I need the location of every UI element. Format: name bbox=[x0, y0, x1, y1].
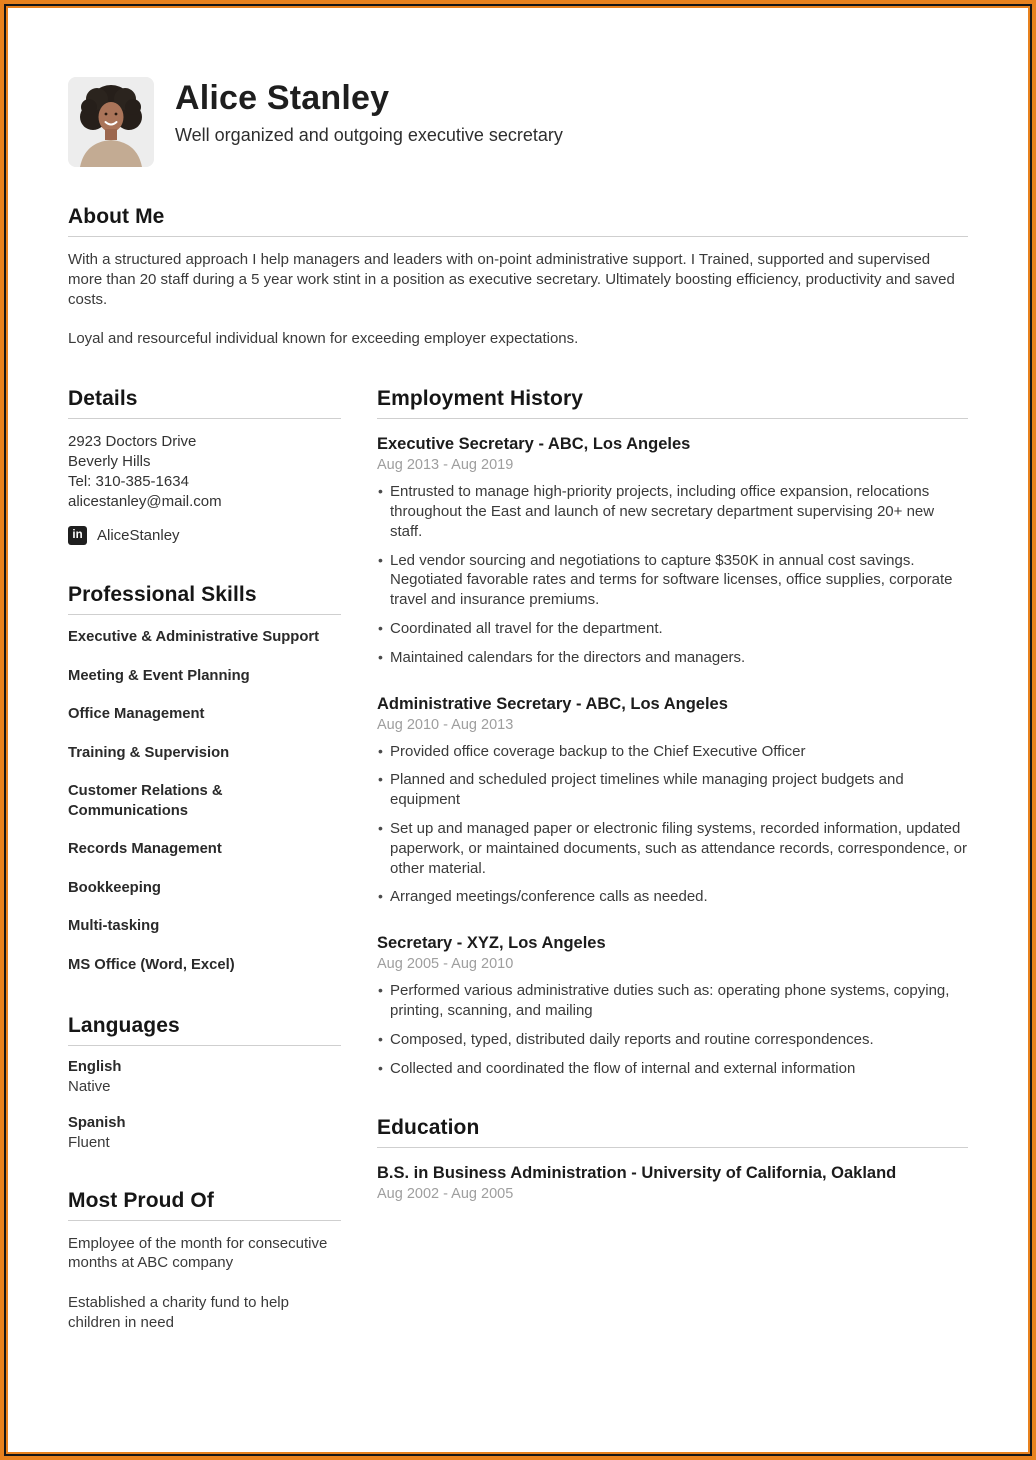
linkedin-icon: in bbox=[68, 526, 87, 545]
about-paragraph-1: With a structured approach I help managers and leaders with on-point administrative support. I Trained, supported and supervised more than 20 staff during a 5 year work stint in a position as executive secretary. Ultimately boosting efficiency, productivity and saved costs. bbox=[68, 251, 955, 308]
skill-item: Records Management bbox=[68, 841, 222, 858]
employment-heading: Employment History bbox=[377, 387, 968, 419]
section-about-me bbox=[68, 205, 968, 349]
profile-photo bbox=[68, 77, 154, 167]
job-bullet: • Performed various administrative duties such as: operating phone systems, copying, printing, scanning, and mailing bbox=[377, 981, 968, 1021]
proud-item: Employee of the month for consecutive months at ABC company bbox=[68, 1234, 328, 1272]
job-entry bbox=[377, 934, 968, 1078]
profile-photo-image bbox=[68, 77, 154, 167]
header-text bbox=[175, 77, 563, 146]
section-languages bbox=[68, 1014, 341, 1151]
language-name: English bbox=[68, 1058, 122, 1075]
phone-number: Tel: 310-385-1634 bbox=[68, 473, 189, 491]
candidate-name: Alice Stanley bbox=[175, 79, 390, 117]
section-professional-skills bbox=[68, 583, 341, 975]
address-city: Beverly Hills bbox=[68, 453, 151, 471]
resume-page bbox=[6, 6, 1030, 1454]
proud-heading: Most Proud Of bbox=[68, 1189, 341, 1221]
skill-item: MS Office (Word, Excel) bbox=[68, 956, 235, 973]
skill-item: Multi-tasking bbox=[68, 918, 160, 935]
job-bullet: • Provided office coverage backup to the Chief Executive Officer bbox=[377, 742, 968, 762]
job-bullet: • Entrusted to manage high-priority projects, including office expansion, relocations throughout the East and launch of new secretary department supervising 20+ new staff. bbox=[377, 482, 968, 541]
language-name: Spanish bbox=[68, 1114, 126, 1131]
skill-item: Meeting & Event Planning bbox=[68, 667, 250, 684]
job-title: Administrative Secretary - ABC, Los Angeles bbox=[377, 694, 728, 713]
address-street: 2923 Doctors Drive bbox=[68, 433, 197, 451]
job-bullet: • Planned and scheduled project timelines while managing project budgets and equipment bbox=[377, 770, 968, 810]
job-title: Executive Secretary - ABC, Los Angeles bbox=[377, 435, 691, 454]
right-column bbox=[377, 387, 968, 1371]
section-education bbox=[377, 1116, 968, 1202]
job-entry bbox=[377, 435, 968, 667]
job-bullet: • Led vendor sourcing and negotiations to capture $350K in annual cost savings. Negotiated favorable rates and terms for software licenses, office supplies, corporate travel and insurance premiums. bbox=[377, 551, 968, 610]
email-address: alicestanley@mail.com bbox=[68, 493, 222, 511]
language-item bbox=[68, 1115, 341, 1151]
candidate-tagline: Well organized and outgoing executive secretary bbox=[175, 125, 563, 146]
resume-header bbox=[68, 77, 968, 167]
left-column bbox=[68, 387, 341, 1371]
details-heading: Details bbox=[68, 387, 341, 419]
job-bullet-list bbox=[377, 482, 968, 667]
job-dates: Aug 2010 - Aug 2013 bbox=[377, 716, 514, 733]
skill-item: Training & Supervision bbox=[68, 744, 230, 761]
section-most-proud-of bbox=[68, 1189, 341, 1333]
about-paragraph-2: Loyal and resourceful individual known for exceeding employer expectations. bbox=[68, 330, 579, 348]
job-bullet: • Composed, typed, distributed daily reports and routine correspondences. bbox=[377, 1030, 968, 1050]
job-bullet-list bbox=[377, 742, 968, 908]
language-level: Fluent bbox=[68, 1133, 110, 1151]
job-bullet: • Arranged meetings/conference calls as needed. bbox=[377, 887, 968, 907]
job-title: Secretary - XYZ, Los Angeles bbox=[377, 934, 606, 953]
section-employment-history bbox=[377, 387, 968, 1078]
education-dates: Aug 2002 - Aug 2005 bbox=[377, 1186, 514, 1203]
linkedin-row bbox=[68, 526, 341, 545]
job-bullet: • Collected and coordinated the flow of internal and external information bbox=[377, 1059, 968, 1079]
skill-item: Customer Relations & Communications bbox=[68, 783, 223, 819]
education-degree: B.S. in Business Administration - University of California, Oakland bbox=[377, 1164, 897, 1183]
languages-heading: Languages bbox=[68, 1014, 341, 1046]
about-me-heading: About Me bbox=[68, 205, 968, 237]
job-dates: Aug 2013 - Aug 2019 bbox=[377, 457, 514, 474]
job-bullet: • Coordinated all travel for the department. bbox=[377, 619, 968, 639]
education-entry bbox=[377, 1164, 968, 1202]
proud-item: Established a charity fund to help children in need bbox=[68, 1294, 289, 1331]
linkedin-handle: AliceStanley bbox=[97, 527, 180, 545]
job-entry bbox=[377, 695, 968, 908]
language-item bbox=[68, 1059, 341, 1095]
skill-item: Office Management bbox=[68, 706, 205, 723]
contact-block bbox=[68, 432, 341, 512]
education-heading: Education bbox=[377, 1116, 968, 1148]
page-frame-black bbox=[4, 4, 1032, 1456]
job-bullet: • Set up and managed paper or electronic filing systems, recorded information, updated paperwork, or maintained documents, such as attendance records, correspondence, or other material. bbox=[377, 819, 968, 878]
job-dates: Aug 2005 - Aug 2010 bbox=[377, 956, 514, 973]
job-bullet-list bbox=[377, 981, 968, 1078]
section-details bbox=[68, 387, 341, 545]
skill-item: Executive & Administrative Support bbox=[68, 629, 320, 646]
job-bullet: • Maintained calendars for the directors and managers. bbox=[377, 648, 968, 668]
skill-item: Bookkeeping bbox=[68, 879, 161, 896]
two-column-layout bbox=[68, 387, 968, 1371]
skills-heading: Professional Skills bbox=[68, 583, 341, 615]
language-level: Native bbox=[68, 1077, 111, 1095]
